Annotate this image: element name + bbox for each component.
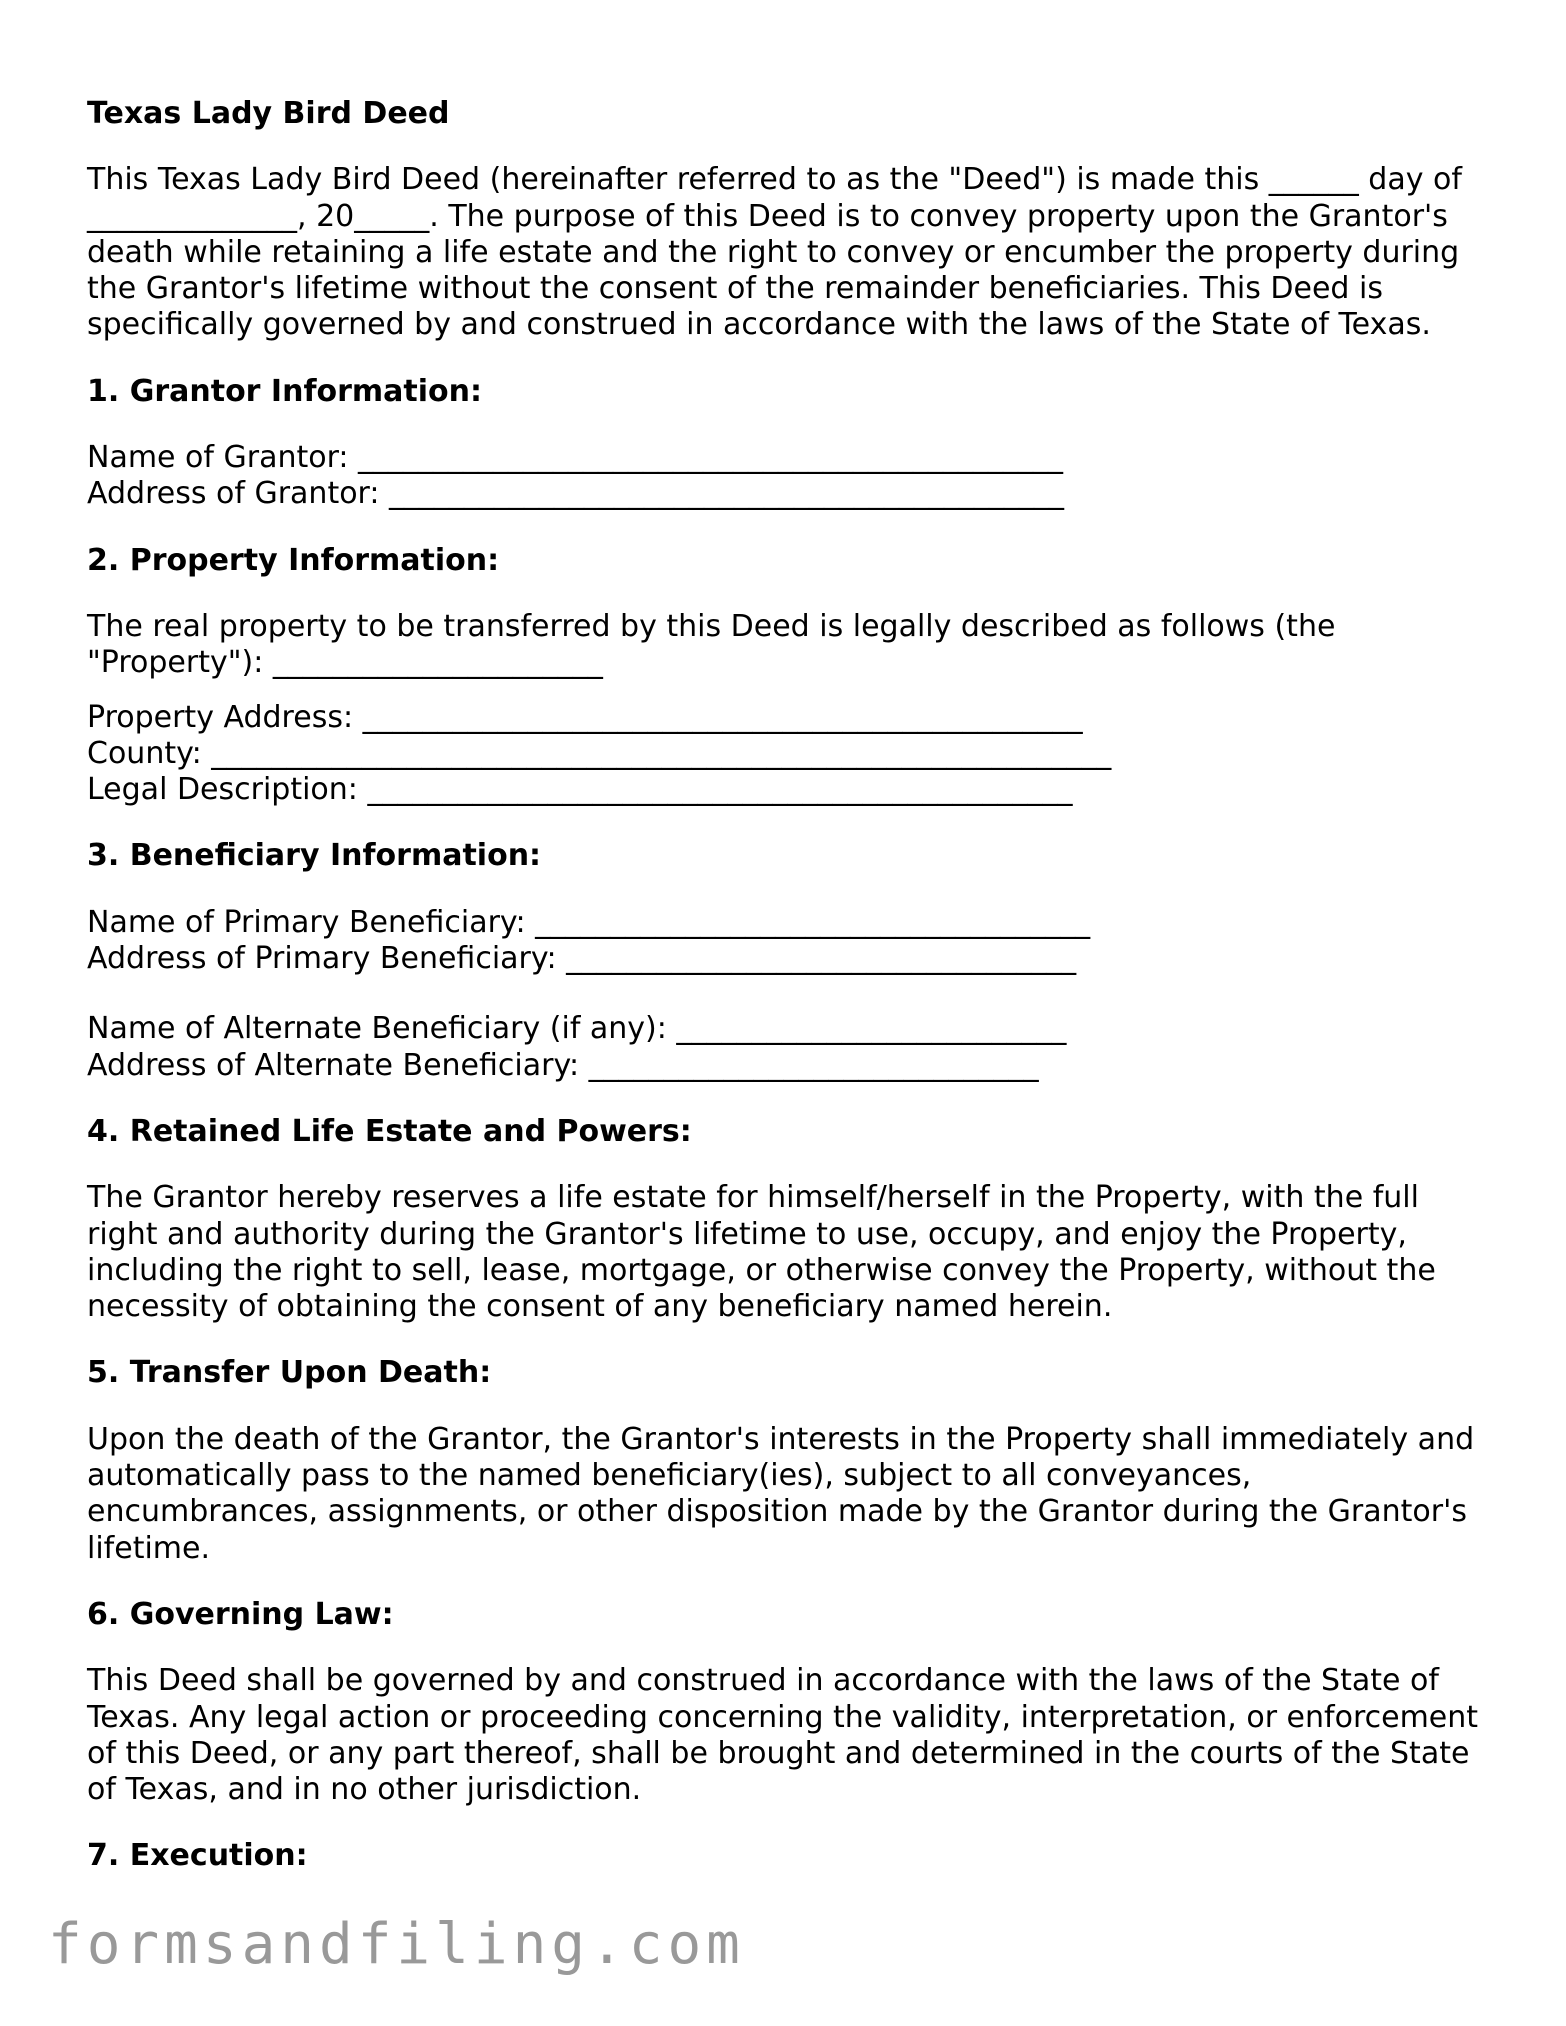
section-6-heading: 6. Governing Law: xyxy=(87,1596,394,1632)
alternate-beneficiary-name-field[interactable]: Name of Alternate Beneficiary (if any): __________________________ xyxy=(87,1011,1067,1047)
beneficiary-fields xyxy=(87,905,1487,1084)
section-4-heading: 4. Retained Life Estate and Powers: xyxy=(87,1113,692,1149)
grantor-address-field[interactable]: Address of Grantor: _____________________________________________ xyxy=(87,476,1065,512)
section-7-heading: 7. Execution: xyxy=(87,1838,308,1874)
intro-paragraph: This Texas Lady Bird Deed (hereinafter referred to as the "Deed") is made this ______ day of ______________, 20_____. The purpose of this Deed is to convey property upon the Grantor's death while retaining a life estate and the right to convey or encumber the property during the Grantor's lifetime without the consent of the remainder beneficiaries. This Deed is specifically governed by and construed in accordance with the laws of the State of Texas. xyxy=(87,162,1472,343)
property-address-field[interactable]: Property Address: ________________________________________________ xyxy=(87,699,1083,735)
spacer xyxy=(87,977,1487,1011)
property-fields xyxy=(87,700,1487,809)
grantor-fields xyxy=(87,440,1487,513)
primary-beneficiary-address-field[interactable]: Address of Primary Beneficiary: __________________________________ xyxy=(87,941,1077,977)
county-field[interactable]: County: ____________________________________________________________ xyxy=(87,735,1112,771)
legal-description-field[interactable]: Legal Description: _______________________________________________ xyxy=(87,772,1073,808)
section-6-paragraph: This Deed shall be governed by and construed in accordance with the laws of the State of Texas. Any legal action or proceeding concerning the validity, interpretation, or enforcement of this Deed, or any part thereof, shall be brought and determined in the courts of the State of Texas, and in no other jurisdiction. xyxy=(87,1663,1488,1808)
grantor-name-field[interactable]: Name of Grantor: _______________________________________________ xyxy=(87,440,1064,476)
alternate-beneficiary-address-field[interactable]: Address of Alternate Beneficiary: ______________________________ xyxy=(87,1047,1039,1083)
section-5-heading: 5. Transfer Upon Death: xyxy=(87,1355,492,1391)
document-body xyxy=(87,96,1487,1905)
document-title: Texas Lady Bird Deed xyxy=(87,96,450,131)
section-2-heading: 2. Property Information: xyxy=(87,542,500,578)
section-3-heading: 3. Beneficiary Information: xyxy=(87,838,542,874)
watermark: formsandfiling.com xyxy=(48,1912,745,1977)
property-description-paragraph: The real property to be transferred by this Deed is legally described as follows (the "Property"): ______________________ xyxy=(87,608,1345,681)
section-1-heading: 1. Grantor Information: xyxy=(87,373,482,409)
primary-beneficiary-name-field[interactable]: Name of Primary Beneficiary: _____________________________________ xyxy=(87,904,1091,940)
section-4-paragraph: The Grantor hereby reserves a life estate for himself/herself in the Property, with the full right and authority during the Grantor's lifetime to use, occupy, and enjoy the Property, including the right to sell, lease, mortgage, or otherwise convey the Property, without the necessity of obtaining the consent of any beneficiary named herein. xyxy=(87,1180,1446,1325)
section-5-paragraph: Upon the death of the Grantor, the Grantor's interests in the Property shall immediately and automatically pass to the named beneficiary(ies), subject to all conveyances, encumbrances, assignments, or other disposition made by the Grantor during the Grantor's lifetime. xyxy=(87,1421,1484,1566)
